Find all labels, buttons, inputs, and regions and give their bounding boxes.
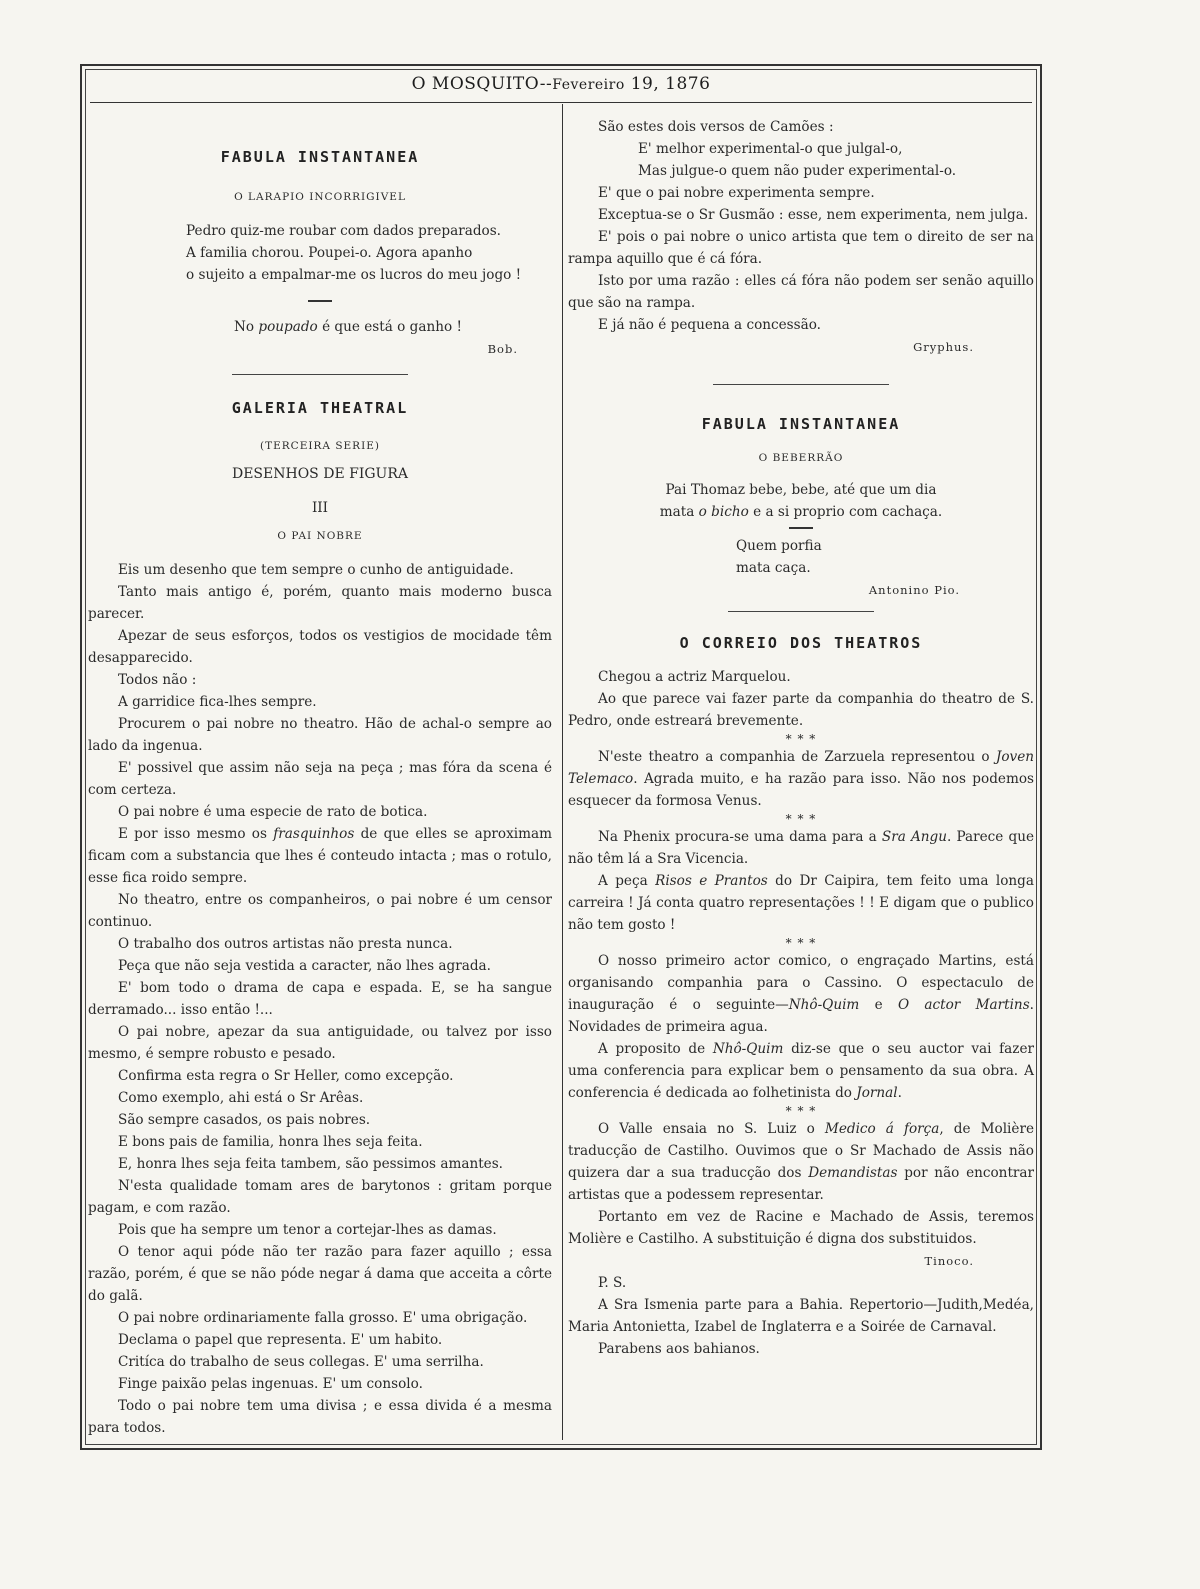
paragraph: Ao que parece vai fazer parte da companhia do theatro de S. Pedro, onde estreará brevemente. — [568, 691, 1034, 729]
text-run: . Parece que não têm lá a Sra Vicencia. — [568, 829, 1034, 867]
paragraph: Chegou a actriz Marquelou. — [598, 669, 791, 685]
paragraph: Apezar de seus esforços, todos os vestigios de mocidade têm desapparecido. — [88, 628, 552, 666]
text-run: , de Molière traducção de Castilho. Ouvimos que o Sr Machado de Assis não quizera dar a sua traducção dos — [568, 1121, 1034, 1181]
masthead-paper: O MOSQUITO-- — [411, 74, 553, 94]
paragraph: Tanto mais antigo é, porém, quanto mais moderno busca parecer. — [88, 584, 552, 622]
paragraph: E já não é pequena a concessão. — [598, 317, 822, 333]
italic-run: Joven Telemaco — [568, 749, 1034, 787]
paragraph: No theatro, entre os companheiros, o pai nobre é um censor continuo. — [88, 892, 552, 930]
paragraph: O trabalho dos outros artistas não presta nunca. — [118, 936, 453, 952]
italic-run: Nhô-Quim — [788, 997, 860, 1013]
paragraph: Declama o papel que representa. E' um habito. — [118, 1332, 443, 1348]
text-run: . Novidades de primeira agua. — [568, 997, 1034, 1035]
paragraph: E, honra lhes seja feita tambem, são pessimos amantes. — [118, 1156, 503, 1172]
italic-run: Demandistas — [808, 1165, 898, 1181]
asterism: * * * — [785, 1104, 817, 1118]
text-run: Na Phenix procura-se uma dama para a — [598, 829, 882, 845]
paragraph: E' possivel que assim não seja na peça ; mas fóra da scena é com certeza. — [88, 760, 552, 798]
moral-line: Quem porfia — [736, 538, 822, 554]
paragraph — [568, 1038, 1034, 1104]
masthead-month: Fevereiro — [552, 77, 625, 93]
text-run: N'este theatro a companhia de Zarzuela representou o — [598, 749, 996, 765]
paragraph: O pai nobre é uma especie de rato de botica. — [118, 804, 428, 820]
paragraph: Pois que ha sempre um tenor a cortejar-lhes as damas. — [118, 1222, 497, 1238]
camoes-verse: Mas julgue-o quem não puder experimental-o. — [638, 163, 957, 179]
italic-run: Medico á força — [824, 1121, 940, 1137]
fabula-signature: Bob. — [487, 342, 518, 356]
paragraph — [568, 826, 1034, 870]
text-run: . Agrada muito, e ha razão para isso. Não nos podemos esquecer da formosa Venus. — [568, 771, 1034, 809]
text-run: . — [897, 1085, 902, 1101]
italic-run: O actor Martins — [897, 997, 1030, 1013]
text-run: por não encontrar artistas que a podessem representar. — [568, 1165, 1035, 1203]
italic-run: Jornal — [856, 1085, 898, 1101]
text-run: A proposito de — [598, 1041, 713, 1057]
masthead-rule — [90, 102, 1032, 103]
paragraph: Procurem o pai nobre no theatro. Hão de achal-o sempre ao lado da ingenua. — [88, 716, 552, 754]
masthead — [85, 74, 1037, 100]
moral-line: mata caça. — [736, 560, 811, 576]
asterism: * * * — [785, 812, 817, 826]
right-column — [568, 104, 1034, 1360]
paragraph: O tenor aqui póde não ter razão para fazer aquillo ; essa razão, porém, é que se não póde negar á dama que acceita a côrte do galã. — [88, 1244, 552, 1304]
text-run: mata — [659, 504, 699, 520]
postscript-label: P. S. — [598, 1275, 627, 1291]
paragraph: N'esta qualidade tomam ares de barytonos : gritam porque pagam, e com razão. — [88, 1178, 552, 1216]
galeria-serie: (TERCEIRA SERIE) — [259, 440, 380, 452]
paragraph: Finge paixão pelas ingenuas. E' um consolo. — [118, 1376, 423, 1392]
italic-run: Risos e Prantos — [655, 873, 768, 889]
antonino-signature: Antonino Pio. — [868, 583, 960, 597]
paragraph: Eis um desenho que tem sempre o cunho de antiguidade. — [118, 562, 514, 578]
text-run: O nosso primeiro actor comico, o engraçado Martins, está organisando companhia para o Cassino. O espectaculo de inauguração é o seguinte— — [568, 953, 1034, 1013]
fabula-title: FABULA INSTANTANEA — [220, 148, 420, 166]
paragraph: Isto por uma razão : elles cá fóra não podem ser senão aquillo que são na rampa. — [568, 273, 1034, 311]
column-divider — [562, 104, 563, 1440]
text-run: do Dr Caipira, tem feito uma longa carreira ! Já conta quatro representações ! ! E digam que o publico não tem gosto ! — [568, 873, 1034, 933]
galeria-title: GALERIA THEATRAL — [231, 399, 409, 417]
moral-emphasis: poupado — [258, 319, 318, 335]
paragraph: Todo o pai nobre tem uma divisa ; e essa divida é a mesma para todos. — [88, 1398, 552, 1436]
paragraph: Peça que não seja vestida a caracter, não lhes agrada. — [118, 958, 491, 974]
italic-run: Sra Angu — [881, 829, 947, 845]
paragraph: E bons pais de familia, honra lhes seja feita. — [118, 1134, 423, 1150]
paragraph: São estes dois versos de Camões : — [598, 119, 834, 135]
text-run: A peça — [598, 873, 656, 889]
paragraph: São sempre casados, os pais nobres. — [118, 1112, 371, 1128]
galeria-heading: DESENHOS DE FIGURA — [231, 466, 408, 482]
paragraph: Critíca do trabalho de seus collegas. E' uma serrilha. — [118, 1354, 484, 1370]
left-column — [88, 104, 552, 1439]
paragraph — [88, 823, 552, 889]
fabula2-subtitle: O BEBERRÃO — [758, 452, 844, 464]
italic-run: o bicho — [698, 504, 749, 520]
text-run: e — [859, 997, 898, 1013]
paragraph — [568, 950, 1034, 1038]
text-run: O Valle ensaia no S. Luiz o — [598, 1121, 825, 1137]
camoes-verse: E' melhor experimental-o que julgal-o, — [638, 141, 903, 157]
paragraph: O pai nobre ordinariamente falla grosso. E' uma obrigação. — [118, 1310, 528, 1326]
moral-text: é que está o ganho ! — [317, 319, 462, 335]
fabula-moral — [88, 316, 552, 338]
text-run: diz-se que o seu auctor vai fazer uma conferencia para explicar bem o pensamento da sua obra. A conferencia é dedicada ao folhetinista do — [568, 1041, 1034, 1101]
galeria-subheading: O PAI NOBRE — [277, 530, 363, 542]
gryphus-signature: Gryphus. — [913, 340, 974, 354]
paragraph: E' pois o pai nobre o unico artista que tem o direito de ser na rampa aquillo que é cá fóra. — [568, 229, 1034, 267]
paragraph: Todos não : — [118, 672, 197, 688]
correio-title: O CORREIO DOS THEATROS — [679, 634, 923, 652]
paragraph: Confirma esta regra o Sr Heller, como excepção. — [118, 1068, 454, 1084]
paragraph: E' bom todo o drama de capa e espada. E, se ha sangue derramado... isso então !... — [88, 980, 552, 1018]
fabula-subtitle: O LARAPIO INCORRIGIVEL — [234, 191, 406, 203]
verse-line: A familia chorou. Poupei-o. Agora apanho — [186, 245, 473, 261]
paragraph: A Sra Ismenia parte para a Bahia. Repertorio—Judith,Medéa, Maria Antonietta, Izabel de Inglaterra e a Soirée de Carnaval. — [568, 1297, 1034, 1335]
paragraph: E' que o pai nobre experimenta sempre. — [598, 185, 875, 201]
asterism: * * * — [785, 732, 817, 746]
paragraph — [568, 746, 1034, 812]
paragraph: Parabens aos bahianos. — [598, 1341, 760, 1357]
verse-line: Pai Thomaz bebe, bebe, até que um dia — [665, 482, 937, 498]
paragraph: Como exemplo, ahi está o Sr Arêas. — [118, 1090, 364, 1106]
moral-text: No — [234, 319, 259, 335]
text-run: de que elles se aproximam ficam com a substancia que lhes é conteudo intacta ; mas o rotulo, esse fica roido sempre. — [88, 826, 552, 886]
galeria-numeral: III — [311, 500, 329, 516]
paragraph — [568, 1118, 1034, 1206]
fabula2-title: FABULA INSTANTANEA — [701, 415, 901, 433]
tinoco-signature: Tinoco. — [924, 1254, 974, 1268]
text-run: e a si proprio com cachaça. — [748, 504, 943, 520]
italic-run: frasquinhos — [273, 826, 355, 842]
verse-line: o sujeito a empalmar-me os lucros do meu jogo ! — [186, 267, 522, 283]
verse-line: Pedro quiz-me roubar com dados preparados. — [186, 223, 501, 239]
verse-line — [568, 501, 1034, 523]
masthead-date: 19, 1876 — [624, 74, 711, 94]
italic-run: Nhô-Quim — [712, 1041, 784, 1057]
text-run: E por isso mesmo os — [118, 826, 274, 842]
asterism: * * * — [785, 936, 817, 950]
paragraph: A garridice fica-lhes sempre. — [118, 694, 317, 710]
paragraph — [568, 870, 1034, 936]
paragraph: Portanto em vez de Racine e Machado de Assis, teremos Molière e Castilho. A substituição é digna dos substituidos. — [568, 1209, 1034, 1247]
paragraph: O pai nobre, apezar da sua antiguidade, ou talvez por isso mesmo, é sempre robusto e pesado. — [88, 1024, 552, 1062]
fabula-verses — [88, 220, 552, 286]
paragraph: Exceptua-se o Sr Gusmão : esse, nem experimenta, nem julga. — [598, 207, 1029, 223]
